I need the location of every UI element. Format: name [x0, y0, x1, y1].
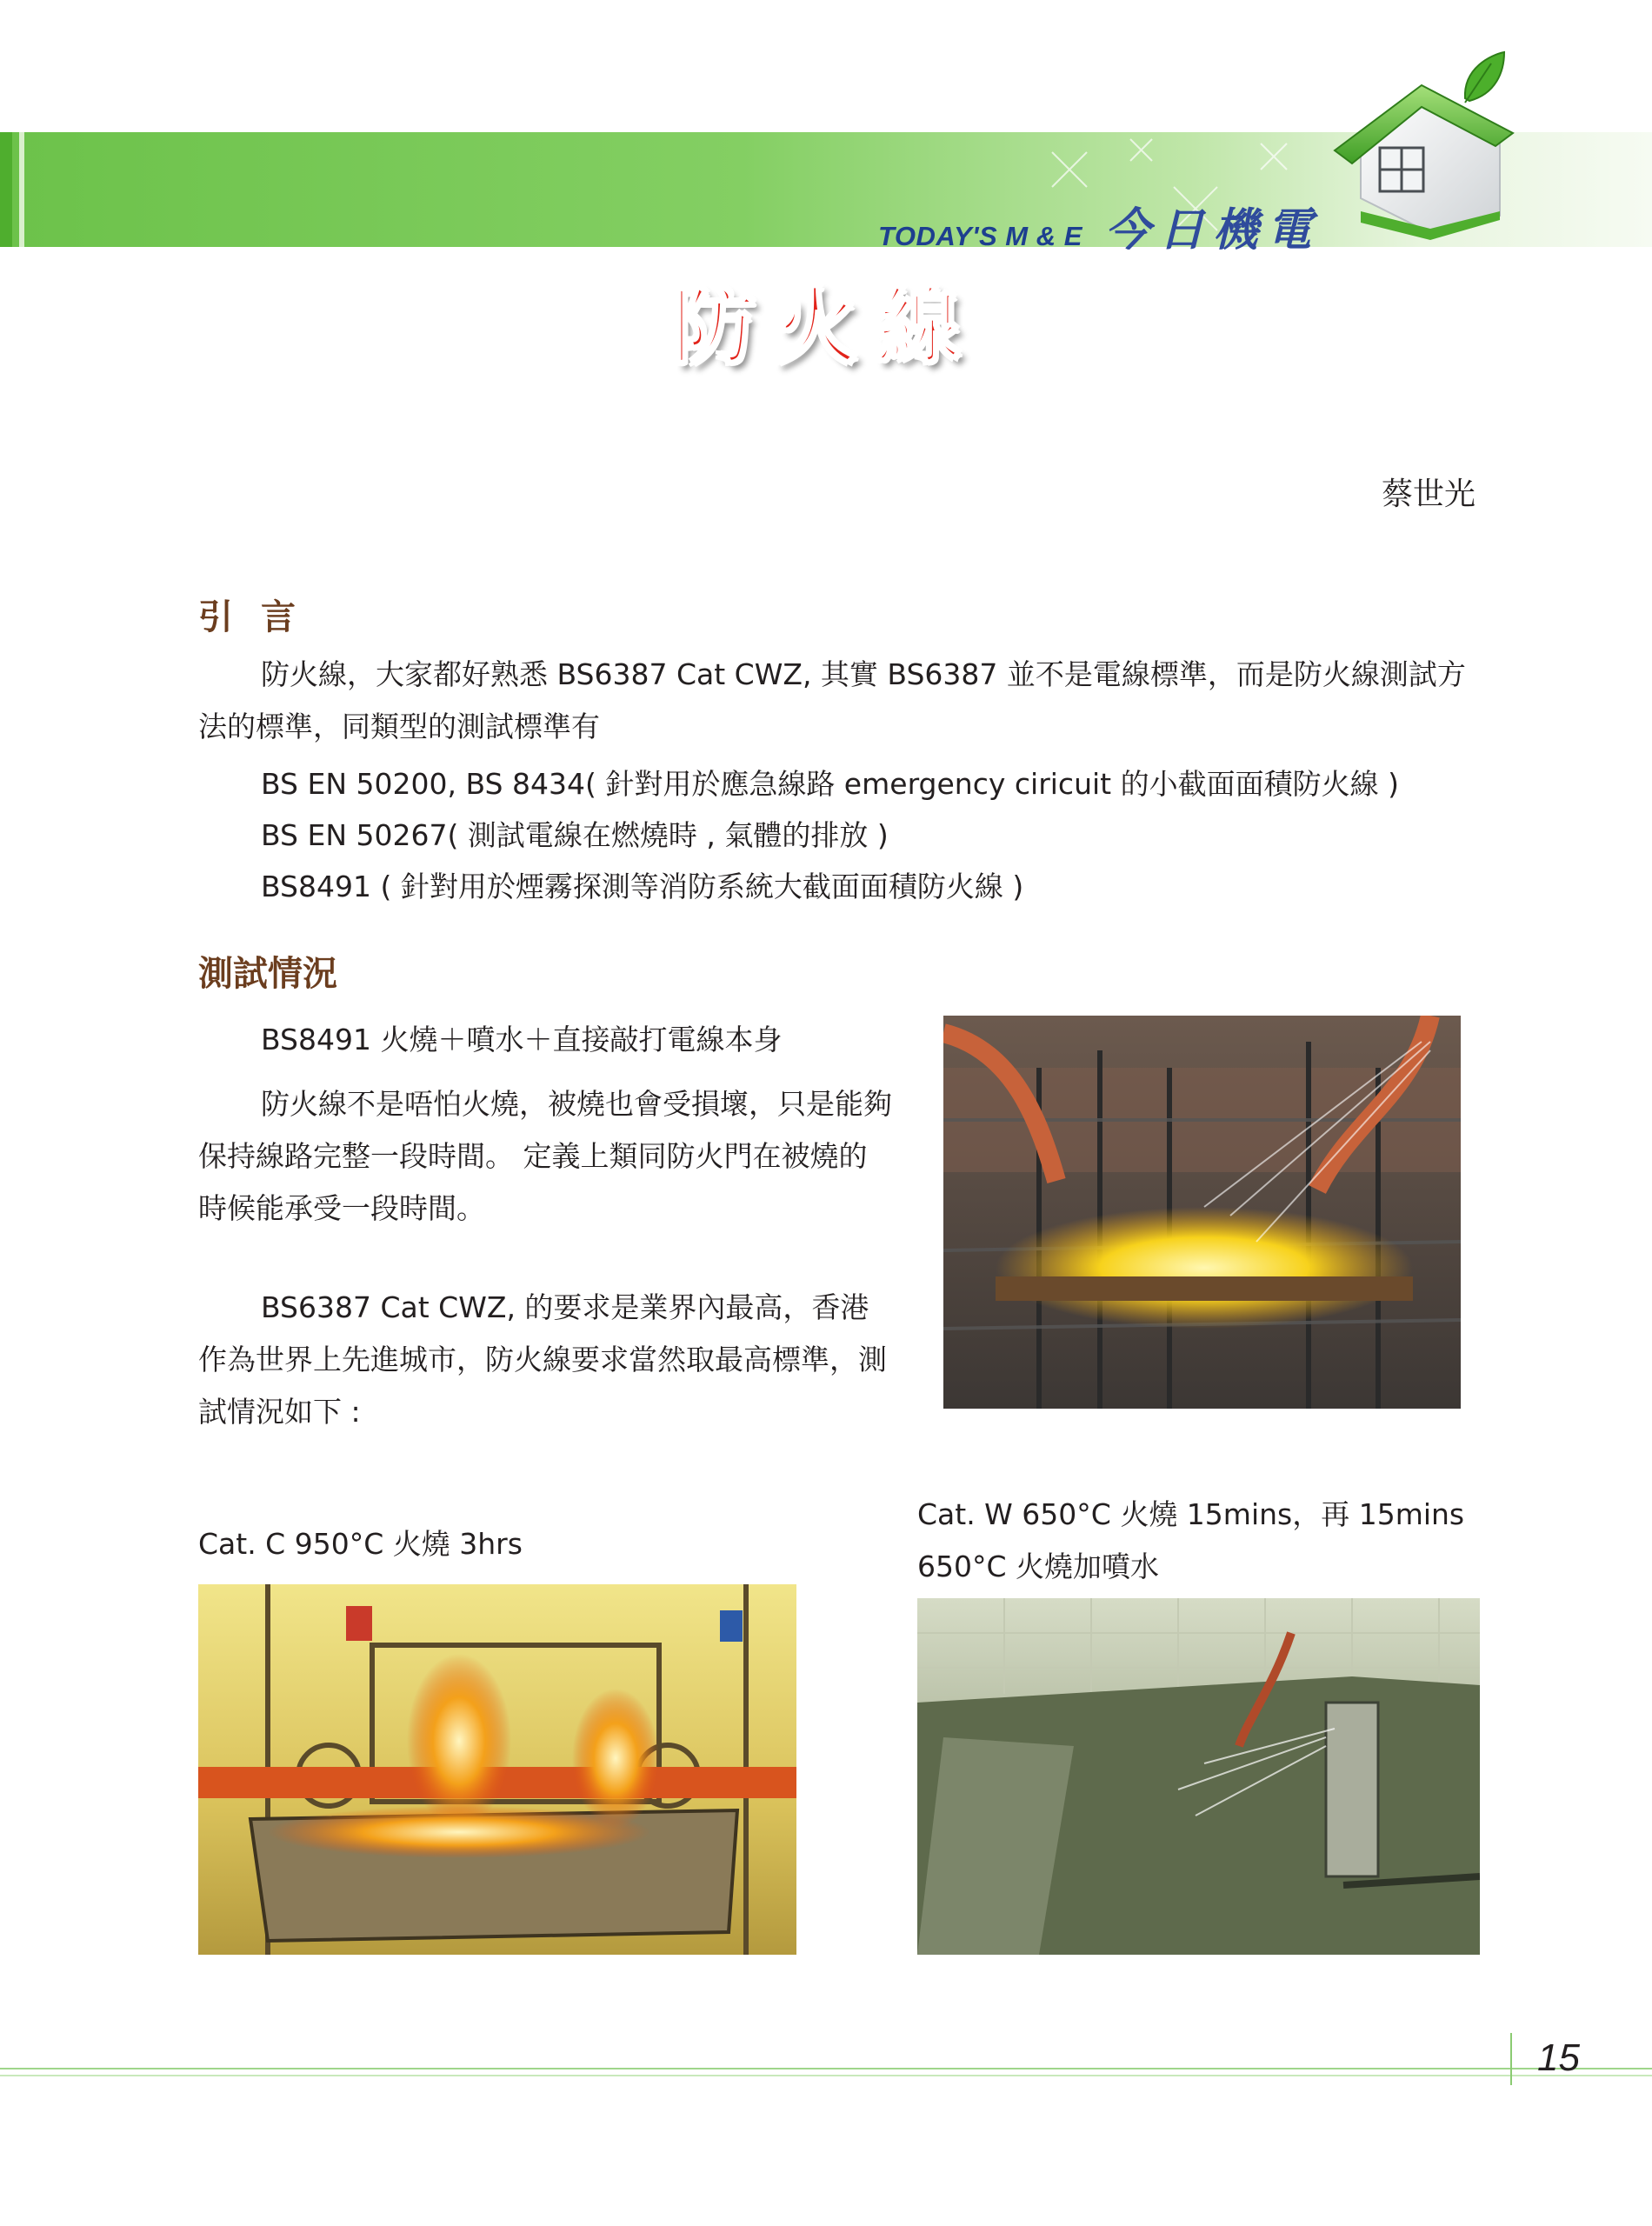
- standard-list-item: BS EN 50267( 測試電線在燃燒時 , 氣體的排放 ): [261, 818, 889, 852]
- cat-w-spray-test-photo: [917, 1598, 1480, 1955]
- standard-list-item: BS8491 ( 針對用於煙霧探測等消防系統大截面面積防火線 ): [261, 870, 1024, 903]
- footer-rule-light: [0, 2075, 1652, 2076]
- header-left-stripe: [0, 132, 12, 247]
- testing-heading: 測試情況: [198, 954, 337, 994]
- cat-c-fire-test-photo: [198, 1584, 796, 1955]
- masthead-english: TODAY'S M & E: [878, 221, 1082, 251]
- testing-summary-line: BS8491 火燒＋噴水＋直接敲打電線本身: [261, 1023, 783, 1056]
- header-left-stripe-light: [19, 132, 24, 247]
- page-number: 15: [1537, 2036, 1580, 2079]
- cat-c-caption: Cat. C 950°C 火燒 3hrs: [198, 1527, 523, 1561]
- cat-w-caption-line-2: 650°C 火燒加噴水: [917, 1550, 1160, 1583]
- intro-heading: 引言: [198, 597, 323, 637]
- masthead: [878, 193, 1321, 258]
- footer-rule: [0, 2068, 1652, 2069]
- standard-list-item: BS EN 50200, BS 8434( 針對用於應急線路 emergency ciricuit 的小截面面積防火線 ): [261, 767, 1399, 801]
- masthead-chinese: 今日機電: [1104, 204, 1321, 257]
- cat-w-caption-line-1: Cat. W 650°C 火燒 15mins，再 15mins: [917, 1497, 1465, 1531]
- testing-paragraph-2: BS6387 Cat CWZ, 的要求是業界內最高，香港作為世界上先進城市，防火線要求當然取最高標準，測試情況如下 :: [198, 1290, 887, 1429]
- page-title: 防火線: [672, 278, 980, 376]
- house-logo: [1326, 50, 1526, 250]
- footer-tick: [1510, 2033, 1512, 2085]
- fire-spray-test-photo: [943, 1016, 1461, 1409]
- author-name: 蔡世光: [1381, 477, 1475, 512]
- intro-paragraph: 防火線，大家都好熟悉 BS6387 Cat CWZ, 其實 BS6387 並不是電線標準，而是防火線測試方法的標準，同類型的測試標準有: [198, 657, 1466, 743]
- testing-paragraph-1: 防火線不是唔怕火燒，被燒也會受損壞，只是能夠保持線路完整一段時間。 定義上類同防火門在被燒的時候能承受一段時間。: [198, 1087, 892, 1225]
